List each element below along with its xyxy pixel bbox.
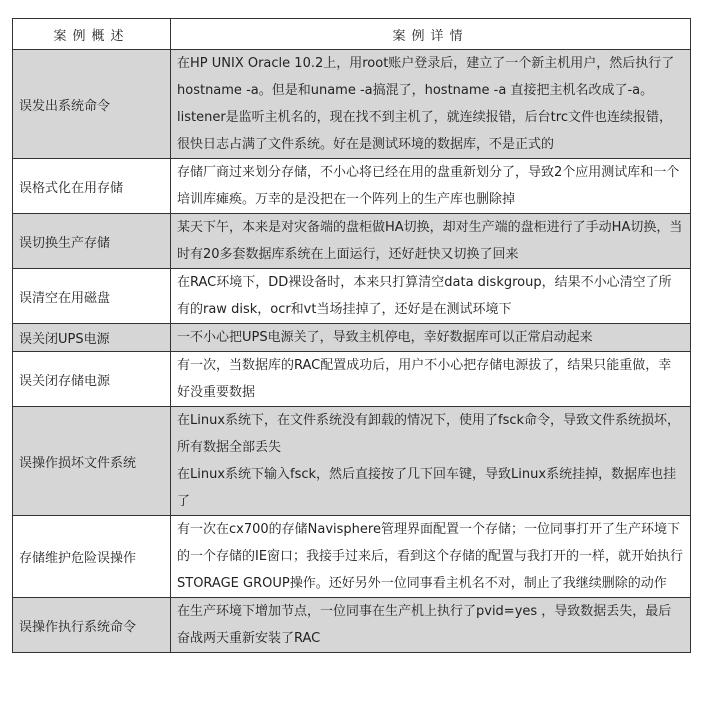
table-row [13,516,691,598]
case-summary: 误切换生产存储 [13,214,171,269]
case-detail [171,159,691,214]
case-detail-paragraph: 某天下午，本来是对灾备端的盘柜做HA切换，却对生产端的盘柜进行了手动HA切换，当时有20多套数据库系统在上面运行，还好赶快又切换了回来 [177,220,683,262]
case-detail [171,50,691,159]
case-detail-paragraph: 在生产环境下增加节点，一位同事在生产机上执行了pvid=yes ，导致数据丢失，最后奋战两天重新安装了RAC [177,604,672,646]
table-row [13,214,691,269]
case-detail-paragraph: 有一次，当数据库的RAC配置成功后，用户不小心把存储电源拔了，结果只能重做，幸好没重要数据 [177,358,672,400]
case-summary: 误格式化在用存储 [13,159,171,214]
case-summary: 误关闭存储电源 [13,352,171,407]
header-detail: 案例详情 [171,19,691,50]
header-row [13,19,691,50]
case-detail [171,407,691,516]
case-detail-paragraph: 在Linux系统下，在文件系统没有卸载的情况下，使用了fsck命令，导致文件系统损坏，所有数据全部丢失 [177,413,681,455]
table-row [13,324,691,352]
case-table [12,18,691,653]
case-detail [171,598,691,653]
case-summary: 误关闭UPS电源 [13,324,171,352]
case-detail-paragraph: listener是监听主机名的，现在找不到主机了，就连续报错，后台trc文件也连续报错，很快日志占满了文件系统。好在是测试环境的数据库，不是正式的 [177,110,672,152]
case-detail-paragraph: 一不小心把UPS电源关了，导致主机停电，幸好数据库可以正常启动起来 [177,330,593,345]
case-detail-paragraph: 有一次在cx700的存储Navisphere管理界面配置一个存储；一位同事打开了生产环境下的一个存储的IE窗口；我接手过来后，看到这个存储的配置与我打开的一样，就开始执行STORAGE GROUP操作。还好另外一位同事看主机名不对，制止了我继续删除的动作 [177,522,684,591]
case-detail [171,516,691,598]
table-row [13,352,691,407]
case-summary: 存储维护危险误操作 [13,516,171,598]
case-detail-paragraph: 在HP UNIX Oracle 10.2上，用root账户登录后，建立了一个新主机用户，然后执行了hostname -a。但是和uname -a搞混了，hostname -a 直接把主机名改成了-a。 [177,56,675,98]
case-summary: 误操作损坏文件系统 [13,407,171,516]
case-summary: 误操作执行系统命令 [13,598,171,653]
case-detail [171,324,691,352]
case-summary: 误发出系统命令 [13,50,171,159]
header-summary: 案例概述 [13,19,171,50]
case-detail-paragraph: 在RAC环境下，DD裸设备时，本来只打算清空data diskgroup，结果不小心清空了所有的raw disk，ocr和vt当场挂掉了，还好是在测试环境下 [177,275,672,317]
case-detail-paragraph: 存储厂商过来划分存储，不小心将已经在用的盘重新划分了，导致2个应用测试库和一个培训库瘫痪。万幸的是没把在一个阵列上的生产库也删除掉 [177,165,680,207]
table-row [13,50,691,159]
case-detail [171,214,691,269]
table-row [13,269,691,324]
case-summary: 误清空在用磁盘 [13,269,171,324]
case-detail-paragraph: 在Linux系统下输入fsck，然后直接按了几下回车键，导致Linux系统挂掉，数据库也挂了 [177,467,677,509]
table-row [13,159,691,214]
case-detail [171,269,691,324]
table-row [13,598,691,653]
case-detail [171,352,691,407]
table-row [13,407,691,516]
table-body [13,50,691,653]
